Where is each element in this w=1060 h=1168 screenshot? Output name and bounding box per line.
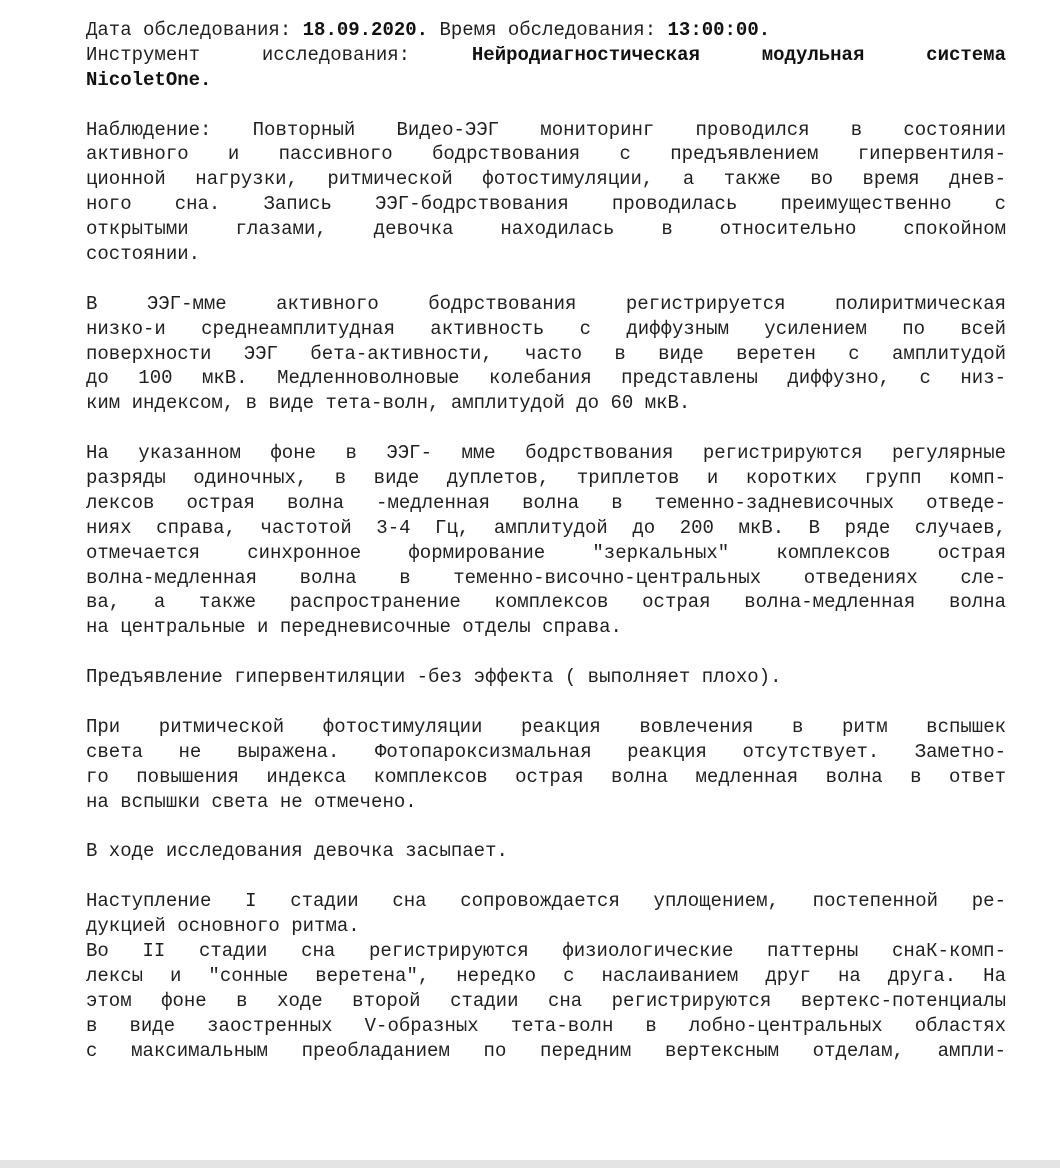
text-line: При ритмической фотостимуляции реакция вовлечения в ритм вспышек — [86, 715, 1006, 738]
text-line: волна-медленная волна в теменно-височно-центральных отведениях сле- — [86, 566, 1006, 589]
paragraph-sleep-stages — [86, 889, 1006, 1063]
text-line: ного сна. Запись ЭЭГ-бодрствования проводилась преимущественно с — [86, 193, 1006, 216]
instrument-line-2 — [86, 68, 1006, 93]
instrument-value-line1: Нейродиагностическая модульная система — [471, 43, 1006, 66]
spacer — [86, 267, 1006, 292]
instrument-line — [86, 43, 1006, 68]
page-bottom-edge — [0, 1160, 1060, 1168]
text-line: активного и пассивного бодрствования с предъявлением гипервентиля- — [86, 143, 1006, 166]
paragraph-discharges — [86, 441, 1006, 640]
paragraph-falls-asleep — [86, 839, 1006, 864]
text-line: Во II стадии сна регистрируются физиологические паттерны снаК-комп- — [86, 939, 1006, 962]
text-line: Наступление I стадии сна сопровождается уплощением, постепенной ре- — [86, 890, 1006, 913]
spacer — [86, 93, 1006, 118]
exam-date-value: 18.09.2020. — [302, 19, 429, 41]
text-line: низко-и среднеамплитудная активность с диффузным усилением по всей — [86, 317, 1006, 340]
text-line: до 100 мкВ. Медленноволновые колебания представлены диффузно, с низ- — [86, 367, 1006, 390]
report-body — [86, 18, 1006, 1063]
spacer — [86, 640, 1006, 665]
text-line: На указанном фоне в ЭЭГ- мме бодрствования регистрируются регулярные — [86, 442, 1006, 465]
paragraph-active-wakefulness — [86, 292, 1006, 416]
text-line: лексов острая волна -медленная волна в теменно-задневисочных отведе- — [86, 491, 1006, 514]
paragraph-photostimulation — [86, 715, 1006, 815]
spacer — [86, 690, 1006, 715]
exam-time-label: Время обследования: — [439, 19, 657, 41]
text-line: ва, а также распространение комплексов острая волна-медленная волна — [86, 591, 1006, 614]
text-line: открытыми глазами, девочка находилась в относительно спокойном — [86, 218, 1006, 241]
text-line: с максимальным преобладанием по передним вертексным отделам, ампли- — [86, 1039, 1006, 1062]
text-line: В ходе исследования девочка засыпает. — [86, 840, 508, 863]
spacer — [86, 815, 1006, 840]
spacer — [86, 416, 1006, 441]
paragraph-observation — [86, 118, 1006, 267]
text-line: на вспышки света не отмечено. — [86, 790, 417, 813]
exam-date-label: Дата обследования: — [86, 19, 292, 41]
instrument-value-line2: NicoletOne. — [86, 68, 212, 91]
text-line: отмечается синхронное формирование "зеркальных" комплексов острая — [86, 541, 1006, 564]
text-line: Наблюдение: Повторный Видео-ЭЭГ мониторинг проводился в состоянии — [86, 118, 1006, 141]
spacer — [86, 864, 1006, 889]
text-line: поверхности ЭЭГ бета-активности, часто в виде веретен с амплитудой — [86, 342, 1006, 365]
text-line: дукцией основного ритма. — [86, 915, 360, 938]
text-line: ниях справа, частотой 3-4 Гц, амплитудой до 200 мкВ. В ряде случаев, — [86, 516, 1006, 539]
text-line: ционной нагрузки, ритмической фотостимуляции, а также во время днев- — [86, 168, 1006, 191]
exam-time-value: 13:00:00. — [667, 19, 771, 41]
text-line: ким индексом, в виде тета-волн, амплитудой до 60 мкВ. — [86, 392, 691, 415]
exam-date-time-line — [86, 18, 1006, 43]
text-line: на центральные и передневисочные отделы справа. — [86, 616, 622, 639]
text-line: света не выражена. Фотопароксизмальная реакция отсутствует. Заметно- — [86, 740, 1006, 763]
text-line: разряды одиночных, в виде дуплетов, триплетов и коротких групп комп- — [86, 467, 1006, 490]
text-line: Предъявление гипервентиляции -без эффекта ( выполняет плохо). — [86, 666, 782, 689]
text-line: В ЭЭГ-мме активного бодрствования регистрируется полиритмическая — [86, 292, 1006, 315]
text-line: лексы и "сонные веретена", нередко с наслаиванием друг на друга. На — [86, 964, 1006, 987]
text-line: этом фоне в ходе второй стадии сна регистрируются вертекс-потенциалы — [86, 989, 1006, 1012]
text-line: го повышения индекса комплексов острая волна медленная волна в ответ — [86, 765, 1006, 788]
text-line: состоянии. — [86, 243, 201, 266]
paragraph-hyperventilation — [86, 665, 1006, 690]
text-line: в виде заостренных V-образных тета-волн в лобно-центральных областях — [86, 1014, 1006, 1037]
instrument-label: Инструмент исследования: — [86, 43, 411, 66]
